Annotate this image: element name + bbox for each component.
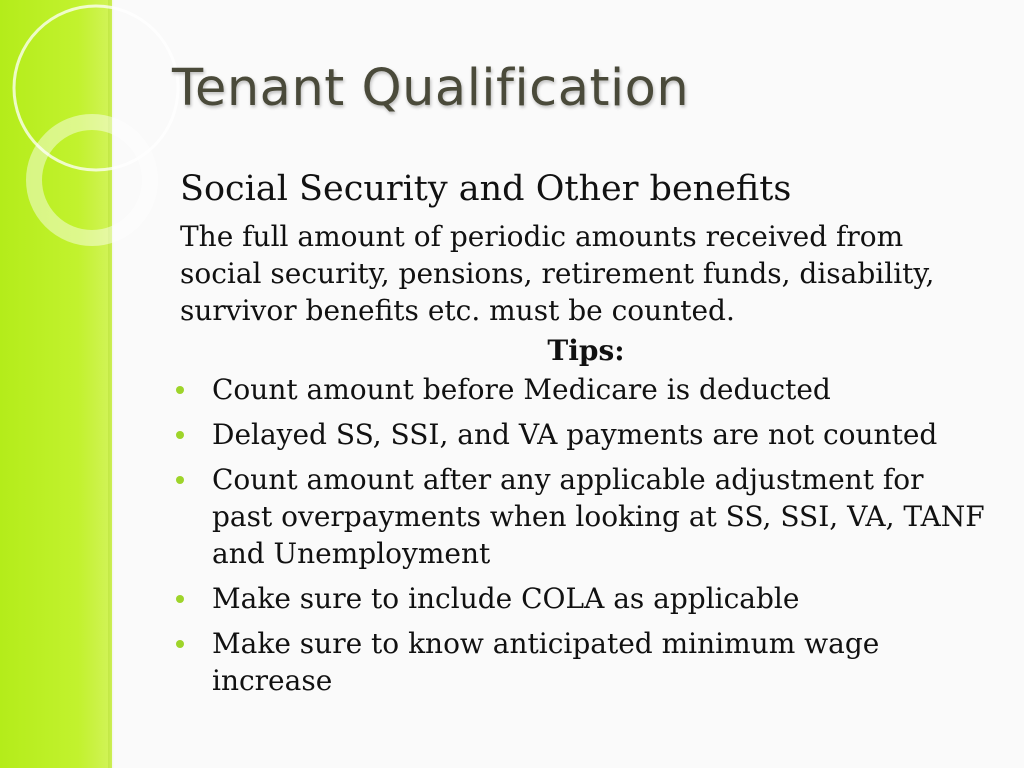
list-item-text: Count amount before Medicare is deducted <box>212 373 831 406</box>
bullet-dot-icon <box>176 595 184 603</box>
list-item <box>172 580 992 617</box>
list-item <box>172 416 992 453</box>
list-item <box>172 625 992 699</box>
list-item-text: Make sure to include COLA as applicable <box>212 582 800 615</box>
bullet-dot-icon <box>176 476 184 484</box>
subheading: Social Security and Other benefits <box>180 169 792 209</box>
list-item-text: Delayed SS, SSI, and VA payments are not counted <box>212 418 938 451</box>
list-item <box>172 371 992 408</box>
slide-content <box>180 166 1000 707</box>
list-item-text: Make sure to know anticipated minimum wage increase <box>212 627 880 697</box>
list-item-text: Count amount after any applicable adjustment for past overpayments when looking at SS, SSI, VA, TANF and Unemployment <box>212 463 985 570</box>
tips-label: Tips: <box>547 334 625 367</box>
list-item <box>172 461 992 572</box>
bullet-dot-icon <box>176 640 184 648</box>
bullet-dot-icon <box>176 386 184 394</box>
slide-title: Tenant Qualification <box>172 59 690 118</box>
decorative-circles <box>0 0 200 280</box>
intro-paragraph: The full amount of periodic amounts received from social security, pensions, retirement funds, disability, survivor benefits etc. must be counted. <box>180 220 935 327</box>
bullet-dot-icon <box>176 431 184 439</box>
tips-list <box>172 371 992 699</box>
